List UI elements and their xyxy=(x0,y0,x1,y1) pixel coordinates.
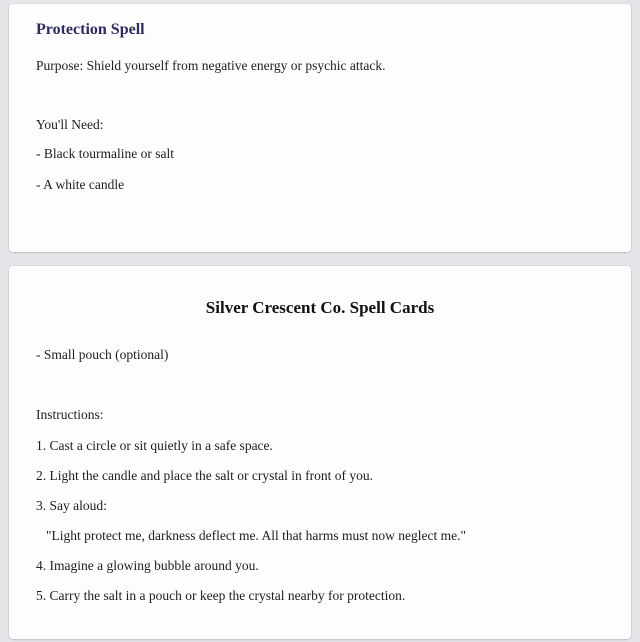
needs-heading: You'll Need: xyxy=(36,117,104,132)
protection-purpose-text: Purpose: Shield yourself from negative energy or psychic attack. xyxy=(36,58,386,73)
instruction-step: 2. Light the candle and place the salt or crystal in front of you. xyxy=(36,468,374,483)
spell-cards-instructions-card[interactable] xyxy=(9,266,631,639)
needs-list-item: - Black tourmaline or salt xyxy=(36,146,174,161)
optional-item-text: - Small pouch (optional) xyxy=(36,347,169,362)
incantation-quote: "Light protect me, darkness deflect me. All that harms must now neglect me." xyxy=(46,528,467,543)
protection-spell-card[interactable] xyxy=(9,4,631,252)
needs-list-item: - A white candle xyxy=(36,177,125,192)
instruction-step: 5. Carry the salt in a pouch or keep the crystal nearby for protection. xyxy=(36,588,406,603)
instructions-heading: Instructions: xyxy=(36,407,104,422)
instruction-step: 1. Cast a circle or sit quietly in a safe space. xyxy=(36,438,273,453)
instruction-step: 3. Say aloud: xyxy=(36,498,107,513)
spell-cards-title: Silver Crescent Co. Spell Cards xyxy=(205,298,435,317)
protection-card-title: Protection Spell xyxy=(36,21,145,38)
instruction-step: 4. Imagine a glowing bubble around you. xyxy=(36,558,259,573)
